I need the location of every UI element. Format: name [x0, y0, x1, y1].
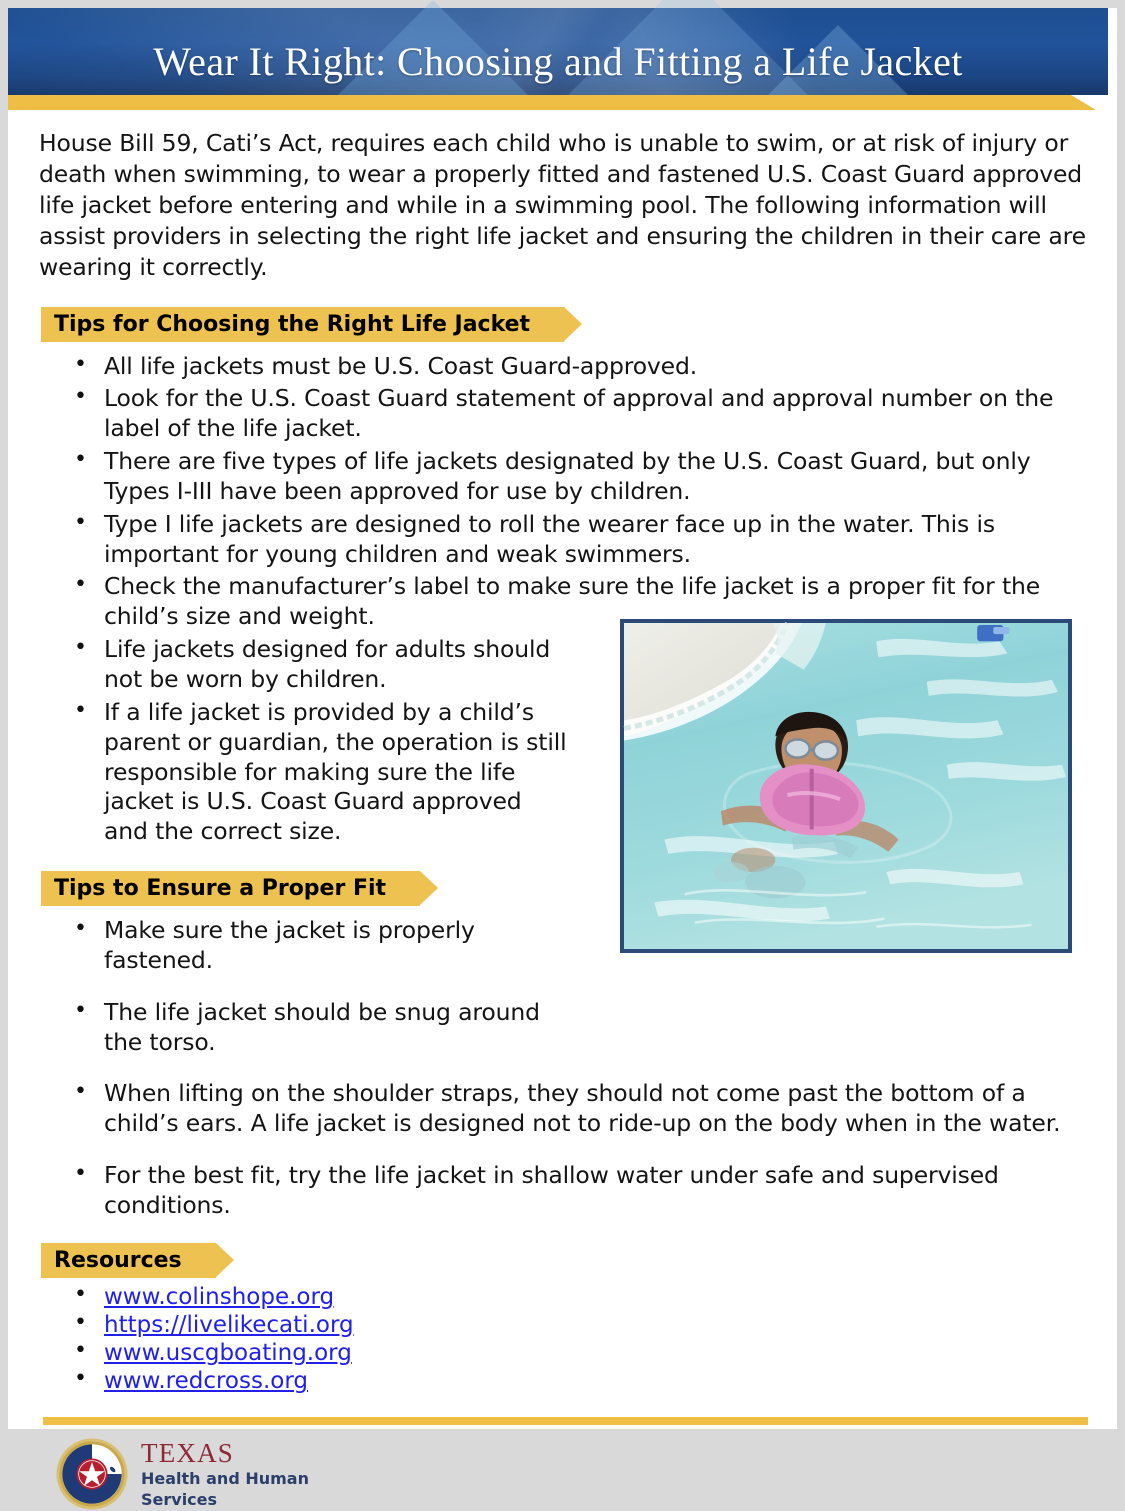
texas-hhs-seal-icon	[55, 1437, 129, 1511]
list-item: • Look for the U.S. Coast Guard statement of approval and approval number on the label of the life jacket.	[39, 384, 1091, 444]
list-item: • There are five types of life jackets designated by the U.S. Coast Guard, but only Types I-III have been approved for use by children.	[39, 447, 1091, 507]
list-item: • Make sure the jacket is properly fastened.	[39, 916, 1091, 976]
footer-agency-line1: Health and Human	[141, 1468, 309, 1488]
resource-link-redcross[interactable]: www.redcross.org	[104, 1368, 309, 1395]
list-item	[39, 1340, 1091, 1367]
resource-link-uscgboating[interactable]: www.uscgboating.org	[104, 1340, 352, 1367]
section-heading-resources: Resources	[41, 1243, 216, 1278]
footer-logo-text	[141, 1439, 309, 1509]
intro-paragraph: House Bill 59, Cati’s Act, requires each child who is unable to swim, or at risk of injury or death when swimming, to wear a properly fitted and fastened U.S. Coast Guard approved life jacket before entering and while in a swimming pool. The following information will assist providers in selecting the right life jacket and ensuring the children in their care are wearing it correctly.	[39, 129, 1086, 282]
document-page	[8, 8, 1117, 1509]
list-item: • When lifting on the shoulder straps, they should not come past the bottom of a child’s ears. A life jacket is designed not to ride-up on the body when in the water.	[39, 1079, 1091, 1139]
list-item: • If a life jacket is provided by a child’s parent or guardian, the operation is still responsible for making sure the life jacket is U.S. Coast Guard approved and the correct size.	[39, 698, 1091, 847]
list-item: • For the best fit, try the life jacket in shallow water under safe and supervised conditions.	[39, 1161, 1091, 1221]
section-heading-resources-wrap	[39, 1243, 1091, 1278]
footer-divider	[43, 1417, 1088, 1425]
resource-link-livelikecati[interactable]: https://livelikecati.org	[104, 1311, 354, 1338]
list-item: • The life jacket should be snug around the torso.	[39, 998, 1091, 1058]
list-item: • Check the manufacturer’s label to make sure the life jacket is a proper fit for the child’s size and weight.	[39, 572, 1091, 632]
footer-agency-name: TEXAS	[141, 1438, 234, 1469]
header-accent-bar	[8, 95, 1117, 110]
document-header	[8, 8, 1108, 95]
list-item: • All life jackets must be U.S. Coast Guard-approved.	[39, 352, 1091, 382]
resources-link-list	[39, 1284, 1091, 1396]
section-heading-choosing: Tips for Choosing the Right Life Jacket	[41, 307, 564, 342]
list-item	[39, 1284, 1091, 1311]
list-item: • Life jackets designed for adults should not be worn by children.	[39, 635, 1091, 695]
list-item: • Type I life jackets are designed to roll the wearer face up in the water. This is important for young children and weak swimmers.	[39, 510, 1091, 570]
resource-link-colinshope[interactable]: www.colinshope.org	[104, 1283, 335, 1310]
pool-photo-image	[624, 623, 1068, 949]
list-item	[39, 1312, 1091, 1339]
footer-agency-line2: Services	[141, 1489, 218, 1509]
footer-logo	[55, 1437, 1091, 1511]
section-heading-choosing-wrap	[39, 307, 1091, 342]
list-item	[39, 1368, 1091, 1395]
section-heading-fit: Tips to Ensure a Proper Fit	[41, 871, 420, 906]
proper-fit-list	[39, 916, 1091, 1221]
pool-photo	[620, 619, 1072, 953]
page-title: Wear It Right: Choosing and Fitting a Life Jacket	[153, 39, 963, 84]
